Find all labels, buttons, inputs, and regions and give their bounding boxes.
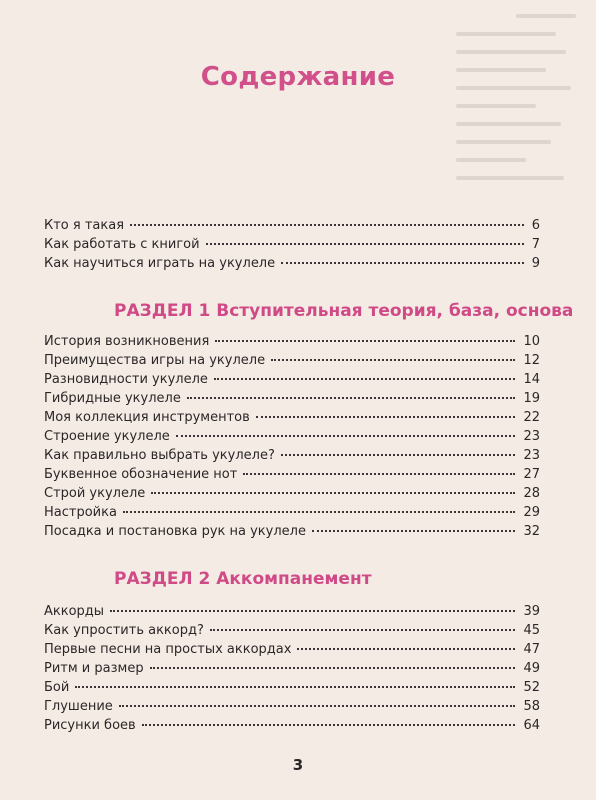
toc-entry-page: 19	[523, 391, 540, 406]
toc-entry[interactable]	[44, 678, 540, 697]
dot-leader	[210, 629, 516, 631]
section-1-heading: РАЗДЕЛ 1 Вступительная теория, база, основа	[114, 301, 574, 321]
dot-leader	[271, 359, 515, 361]
toc-entry-label: Строение укулеле	[44, 429, 170, 444]
toc-entry-page: 47	[523, 642, 540, 657]
dot-leader	[142, 724, 516, 726]
dot-leader	[206, 243, 524, 245]
toc-entry-page: 39	[523, 604, 540, 619]
toc-entry[interactable]	[44, 427, 540, 446]
toc-entry-label: Разновидности укулеле	[44, 372, 208, 387]
dot-leader	[215, 340, 515, 342]
dot-leader	[119, 705, 516, 707]
toc-entry-page: 9	[531, 256, 540, 271]
toc-entry-label: Бой	[44, 680, 70, 695]
toc-entry-label: Как работать с книгой	[44, 237, 200, 252]
toc-entry-label: Моя коллекция инструментов	[44, 410, 250, 425]
toc-entry-page: 28	[523, 486, 540, 501]
toc-entry-page: 10	[523, 334, 540, 349]
toc-entry[interactable]	[44, 408, 540, 427]
toc-entry-label: Кто я такая	[44, 218, 125, 233]
toc-entry-page: 58	[523, 699, 540, 714]
page-title: Содержание	[200, 62, 396, 92]
toc-intro-list	[44, 216, 540, 273]
toc-entry-label: Аккорды	[44, 604, 105, 619]
toc-entry[interactable]	[44, 716, 540, 735]
toc-entry-label: Как правильно выбрать укулеле?	[44, 448, 275, 463]
toc-entry-label: Буквенное обозначение нот	[44, 467, 238, 482]
toc-entry-label: Настройка	[44, 505, 117, 520]
dot-leader	[281, 262, 524, 264]
toc-entry[interactable]	[44, 465, 540, 484]
toc-entry-label: Как научиться играть на укулеле	[44, 256, 276, 271]
toc-entry-page: 7	[531, 237, 540, 252]
toc-entry[interactable]	[44, 621, 540, 640]
dot-leader	[150, 667, 516, 669]
toc-entry-page: 49	[523, 661, 540, 676]
toc-entry[interactable]	[44, 351, 540, 370]
dot-leader	[151, 492, 515, 494]
toc-entry-page: 32	[523, 524, 540, 539]
toc-entry[interactable]	[44, 370, 540, 389]
dot-leader	[75, 686, 515, 688]
toc-entry-label: Гибридные укулеле	[44, 391, 181, 406]
dot-leader	[243, 473, 515, 475]
toc-entry-label: Ритм и размер	[44, 661, 144, 676]
toc-entry-page: 52	[523, 680, 540, 695]
toc-entry[interactable]	[44, 659, 540, 678]
toc-entry-page: 45	[523, 623, 540, 638]
dot-leader	[187, 397, 516, 399]
toc-entry-page: 6	[531, 218, 540, 233]
dot-leader	[176, 435, 516, 437]
dot-leader	[297, 648, 515, 650]
toc-section-1-list	[44, 332, 540, 541]
toc-entry-label: Первые песни на простых аккордах	[44, 642, 292, 657]
toc-entry-label: Рисунки боев	[44, 718, 136, 733]
toc-entry[interactable]	[44, 640, 540, 659]
toc-entry[interactable]	[44, 332, 540, 351]
toc-section-2-list	[44, 602, 540, 735]
toc-entry-page: 14	[523, 372, 540, 387]
toc-entry[interactable]	[44, 216, 540, 235]
toc-entry-page: 12	[523, 353, 540, 368]
toc-entry-label: История возникновения	[44, 334, 210, 349]
toc-entry-label: Строй укулеле	[44, 486, 146, 501]
section-2-heading: РАЗДЕЛ 2 Аккомпанемент	[114, 569, 372, 589]
toc-entry-page: 29	[523, 505, 540, 520]
toc-entry-label: Преимущества игры на укулеле	[44, 353, 266, 368]
toc-entry[interactable]	[44, 254, 540, 273]
toc-entry-page: 27	[523, 467, 540, 482]
toc-entry[interactable]	[44, 446, 540, 465]
dot-leader	[256, 416, 516, 418]
toc-entry-label: Посадка и постановка рук на укулеле	[44, 524, 306, 539]
toc-entry[interactable]	[44, 484, 540, 503]
dot-leader	[312, 530, 516, 532]
toc-entry[interactable]	[44, 522, 540, 541]
dot-leader	[130, 224, 524, 226]
toc-entry[interactable]	[44, 389, 540, 408]
toc-entry-page: 23	[523, 448, 540, 463]
bleed-through-text	[456, 0, 596, 230]
dot-leader	[281, 454, 516, 456]
toc-entry[interactable]	[44, 503, 540, 522]
page-number: 3	[292, 756, 304, 774]
dot-leader	[110, 610, 515, 612]
toc-entry-label: Как упростить аккорд?	[44, 623, 204, 638]
dot-leader	[214, 378, 516, 380]
toc-entry[interactable]	[44, 602, 540, 621]
toc-entry-page: 23	[523, 429, 540, 444]
toc-entry[interactable]	[44, 697, 540, 716]
dot-leader	[123, 511, 516, 513]
toc-entry-label: Глушение	[44, 699, 113, 714]
toc-entry-page: 64	[523, 718, 540, 733]
toc-entry-page: 22	[523, 410, 540, 425]
toc-entry[interactable]	[44, 235, 540, 254]
